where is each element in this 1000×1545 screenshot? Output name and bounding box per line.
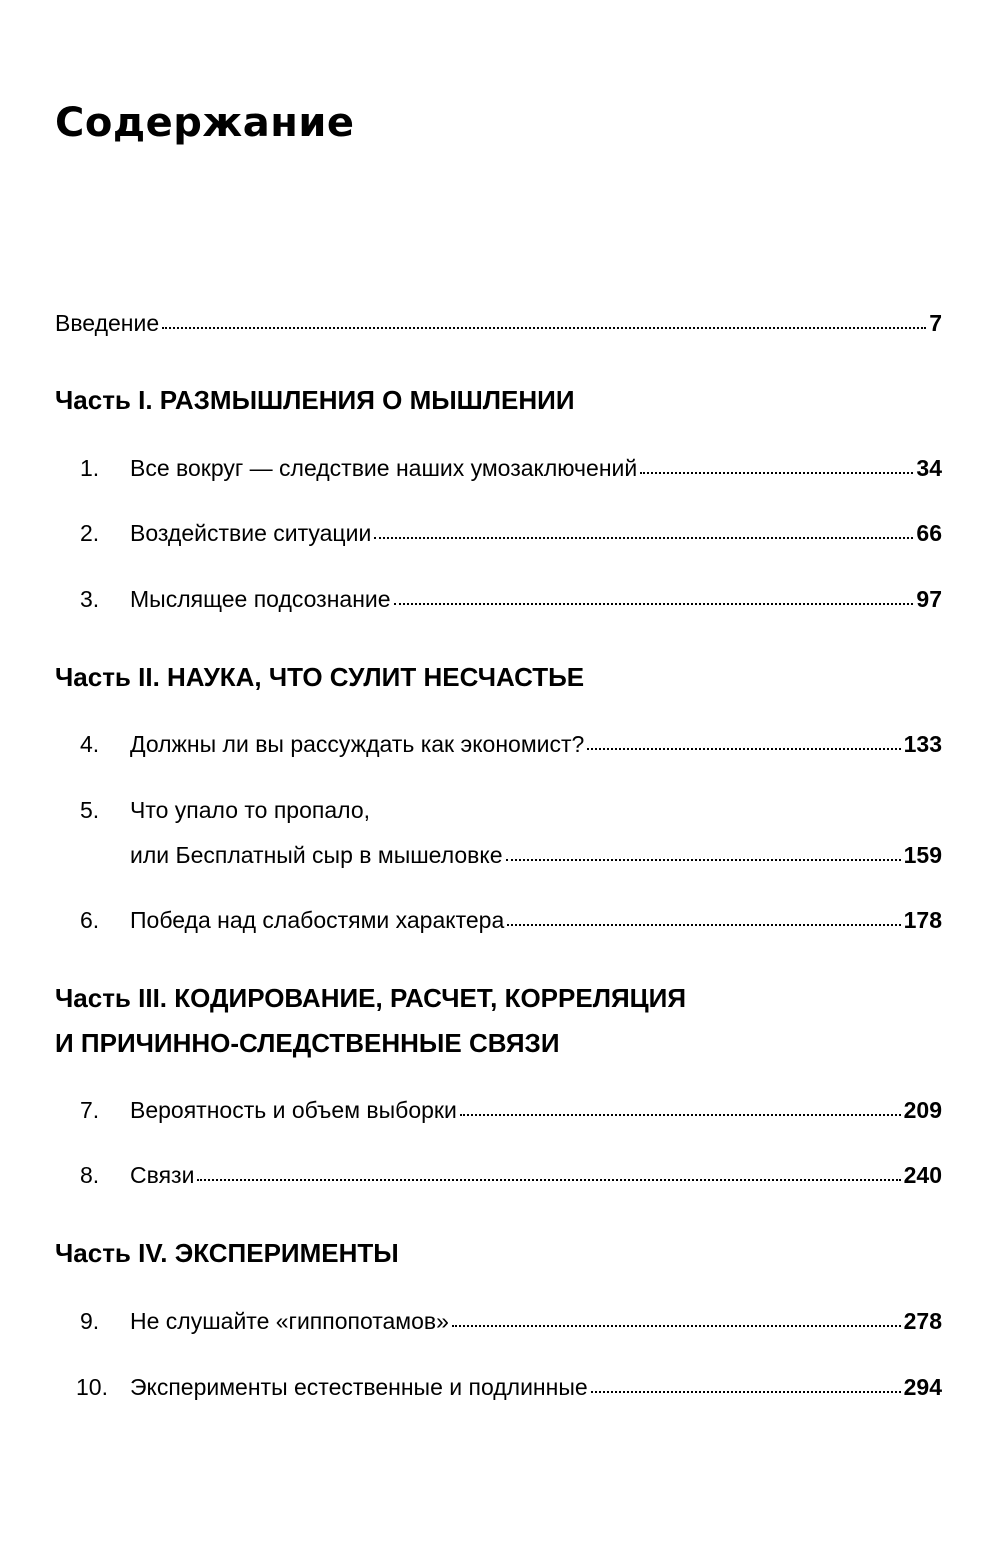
dot-leader [587, 746, 900, 750]
part-heading-line1: Часть III. КОДИРОВАНИЕ, РАСЧЕТ, КОРРЕЛЯЦИЯ [55, 983, 687, 1013]
toc-entry-chapter-line2[interactable] [130, 840, 942, 870]
toc-entry-title: Связи [130, 1162, 195, 1188]
toc-entry-title: Воздействие ситуации [130, 520, 372, 546]
toc-page-number: 278 [903, 1308, 942, 1334]
toc-page-number: 294 [903, 1374, 942, 1400]
dot-leader [197, 1177, 900, 1181]
chapter-number: 8. [80, 1162, 100, 1188]
dot-leader [591, 1389, 901, 1393]
part-heading-line2: И ПРИЧИННО-СЛЕДСТВЕННЫЕ СВЯЗИ [55, 1028, 560, 1058]
toc-entry-title: Победа над слабостями характера [130, 907, 505, 933]
part-heading: Часть II. НАУКА, ЧТО СУЛИТ НЕСЧАСТЬЕ [55, 662, 585, 692]
toc-entry-title: Эксперименты естественные и подлинные [130, 1374, 588, 1400]
toc-entry-chapter[interactable] [80, 729, 942, 759]
toc-entry-chapter[interactable] [80, 453, 942, 483]
part-heading: Часть IV. ЭКСПЕРИМЕНТЫ [55, 1238, 399, 1268]
toc-entry-chapter[interactable] [80, 518, 942, 548]
toc-page-number: 159 [903, 842, 942, 868]
toc-entry-chapter[interactable] [80, 584, 942, 614]
toc-page-number: 240 [903, 1162, 942, 1188]
chapter-number: 6. [80, 907, 100, 933]
chapter-number: 1. [80, 455, 100, 481]
toc-page-number: 34 [916, 455, 942, 481]
toc-page-number: 7 [929, 310, 942, 336]
dot-leader [374, 535, 913, 539]
part-heading: Часть I. РАЗМЫШЛЕНИЯ О МЫШЛЕНИИ [55, 385, 575, 415]
page-title: Содержание [55, 100, 355, 146]
dot-leader [162, 325, 926, 329]
dot-leader [394, 601, 914, 605]
dot-leader [507, 922, 900, 926]
toc-page-number: 66 [916, 520, 942, 546]
dot-leader [460, 1112, 901, 1116]
toc-entry-title: Не слушайте «гиппопотамов» [130, 1308, 449, 1334]
toc-entry-title: Должны ли вы рассуждать как экономист? [130, 731, 585, 757]
toc-page-number: 178 [903, 907, 942, 933]
toc-page-number: 97 [916, 586, 942, 612]
toc-entry-title: Мыслящее подсознание [130, 586, 391, 612]
chapter-number: 5. [80, 797, 100, 823]
toc-entry-chapter[interactable] [76, 1372, 942, 1402]
toc-entry-title: Вероятность и объем выборки [130, 1097, 457, 1123]
dot-leader [452, 1323, 901, 1327]
toc-entry-title: Что упало то пропало, [130, 797, 370, 823]
toc-entry-chapter[interactable] [80, 1306, 942, 1336]
chapter-number: 9. [80, 1308, 100, 1334]
chapter-number: 10. [76, 1374, 108, 1400]
toc-page-number: 133 [903, 731, 942, 757]
toc-entry-chapter[interactable] [80, 905, 942, 935]
toc-page-number: 209 [903, 1097, 942, 1123]
toc-entry-chapter[interactable] [80, 1095, 942, 1125]
toc-entry-intro[interactable] [55, 308, 942, 338]
toc-entry-title: Все вокруг — следствие наших умозаключений [130, 455, 638, 481]
chapter-number: 2. [80, 520, 100, 546]
toc-entry-chapter-line1[interactable] [80, 795, 370, 825]
chapter-number: 3. [80, 586, 100, 612]
chapter-number: 7. [80, 1097, 100, 1123]
toc-entry-title: Введение [55, 310, 160, 336]
dot-leader [640, 470, 913, 474]
dot-leader [506, 857, 901, 861]
toc-entry-chapter[interactable] [80, 1160, 942, 1190]
toc-entry-title: или Бесплатный сыр в мышеловке [130, 842, 503, 868]
chapter-number: 4. [80, 731, 100, 757]
